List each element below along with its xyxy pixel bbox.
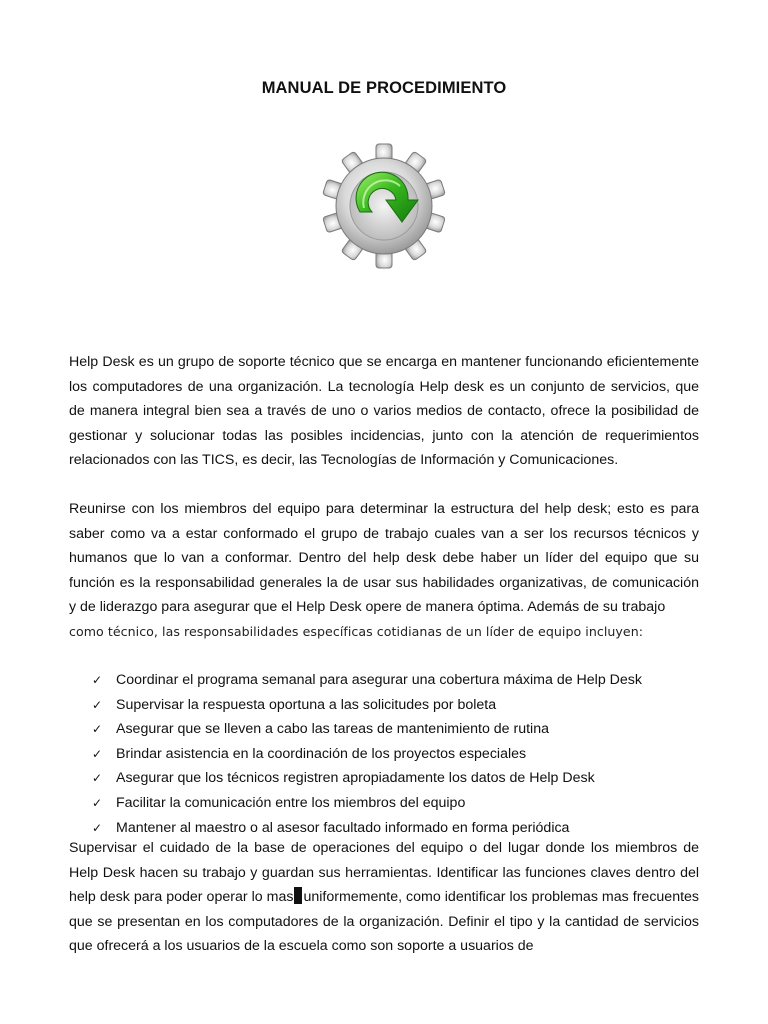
checkmark-icon: ✓ bbox=[92, 771, 103, 786]
list-item: ✓ Coordinar el programa semanal para asegurar una cobertura máxima de Help Desk bbox=[92, 668, 642, 693]
responsibilities-list bbox=[92, 668, 642, 840]
list-item: ✓ Mantener al maestro o al asesor facultado informado en forma periódica bbox=[92, 816, 642, 841]
operations-paragraph: Supervisar el cuidado de la base de operaciones del equipo o del lugar donde los miembros de Help Desk hacen su trabajo y guardan sus herramientas. Identificar las funciones claves dentro del help desk para poder operar lo mas uniformemente, como identificar los problemas mas frecuentes que se presentan en los computadores de la organización. Definir el tipo y la cantidad de servicios que ofrecerá a los usuarios de la escuela como son soporte a usuarios de bbox=[69, 840, 700, 955]
document-title: MANUAL DE PROCEDIMIENTO bbox=[261, 79, 507, 97]
list-item: ✓ Brindar asistencia en la coordinación de los proyectos especiales bbox=[92, 742, 642, 767]
list-item: ✓ Facilitar la comunicación entre los miembros del equipo bbox=[92, 791, 642, 816]
structure-paragraph-tail: como técnico, las responsabilidades específicas cotidianas de un líder de equipo incluyen: bbox=[69, 624, 644, 639]
gear-refresh-icon bbox=[320, 142, 448, 270]
list-item: ✓ Asegurar que los técnicos registren apropiadamente los datos de Help Desk bbox=[92, 766, 642, 791]
checkmark-icon: ✓ bbox=[92, 722, 103, 737]
checkmark-icon: ✓ bbox=[92, 795, 103, 810]
list-item: ✓ Supervisar la respuesta oportuna a las solicitudes por boleta bbox=[92, 693, 642, 718]
intro-paragraph: Help Desk es un grupo de soporte técnico que se encarga en mantener funcionando eficientemente los computadores de una organización. La tecnología Help desk es un conjunto de servicios, que de manera integral bien sea a través de uno o varios medios de contacto, ofrece la posibilidad de gestionar y solucionar todas las posibles incidencias, junto con la atención de requerimientos relacionados con las TICS, es decir, las Tecnologías de Información y Comunicaciones. bbox=[69, 354, 699, 469]
list-item: ✓ Asegurar que se lleven a cabo las tareas de mantenimiento de rutina bbox=[92, 717, 642, 742]
checkmark-icon: ✓ bbox=[92, 820, 103, 835]
text-cursor bbox=[294, 887, 302, 904]
structure-paragraph: Reunirse con los miembros del equipo para determinar la estructura del help desk; esto es para saber como va a estar conformado el grupo de trabajo cuales van a ser los recursos técnicos y humanos que lo van a conformar. Dentro del help desk debe haber un líder del equipo que su función es la responsabilidad generales la de usar sus habilidades organizativas, de comunicación y de liderazgo para asegurar que el Help Desk opere de manera óptima. Además de su trabajo bbox=[69, 501, 699, 616]
checkmark-icon: ✓ bbox=[92, 697, 103, 712]
checkmark-icon: ✓ bbox=[92, 746, 103, 761]
checkmark-icon: ✓ bbox=[92, 673, 103, 687]
